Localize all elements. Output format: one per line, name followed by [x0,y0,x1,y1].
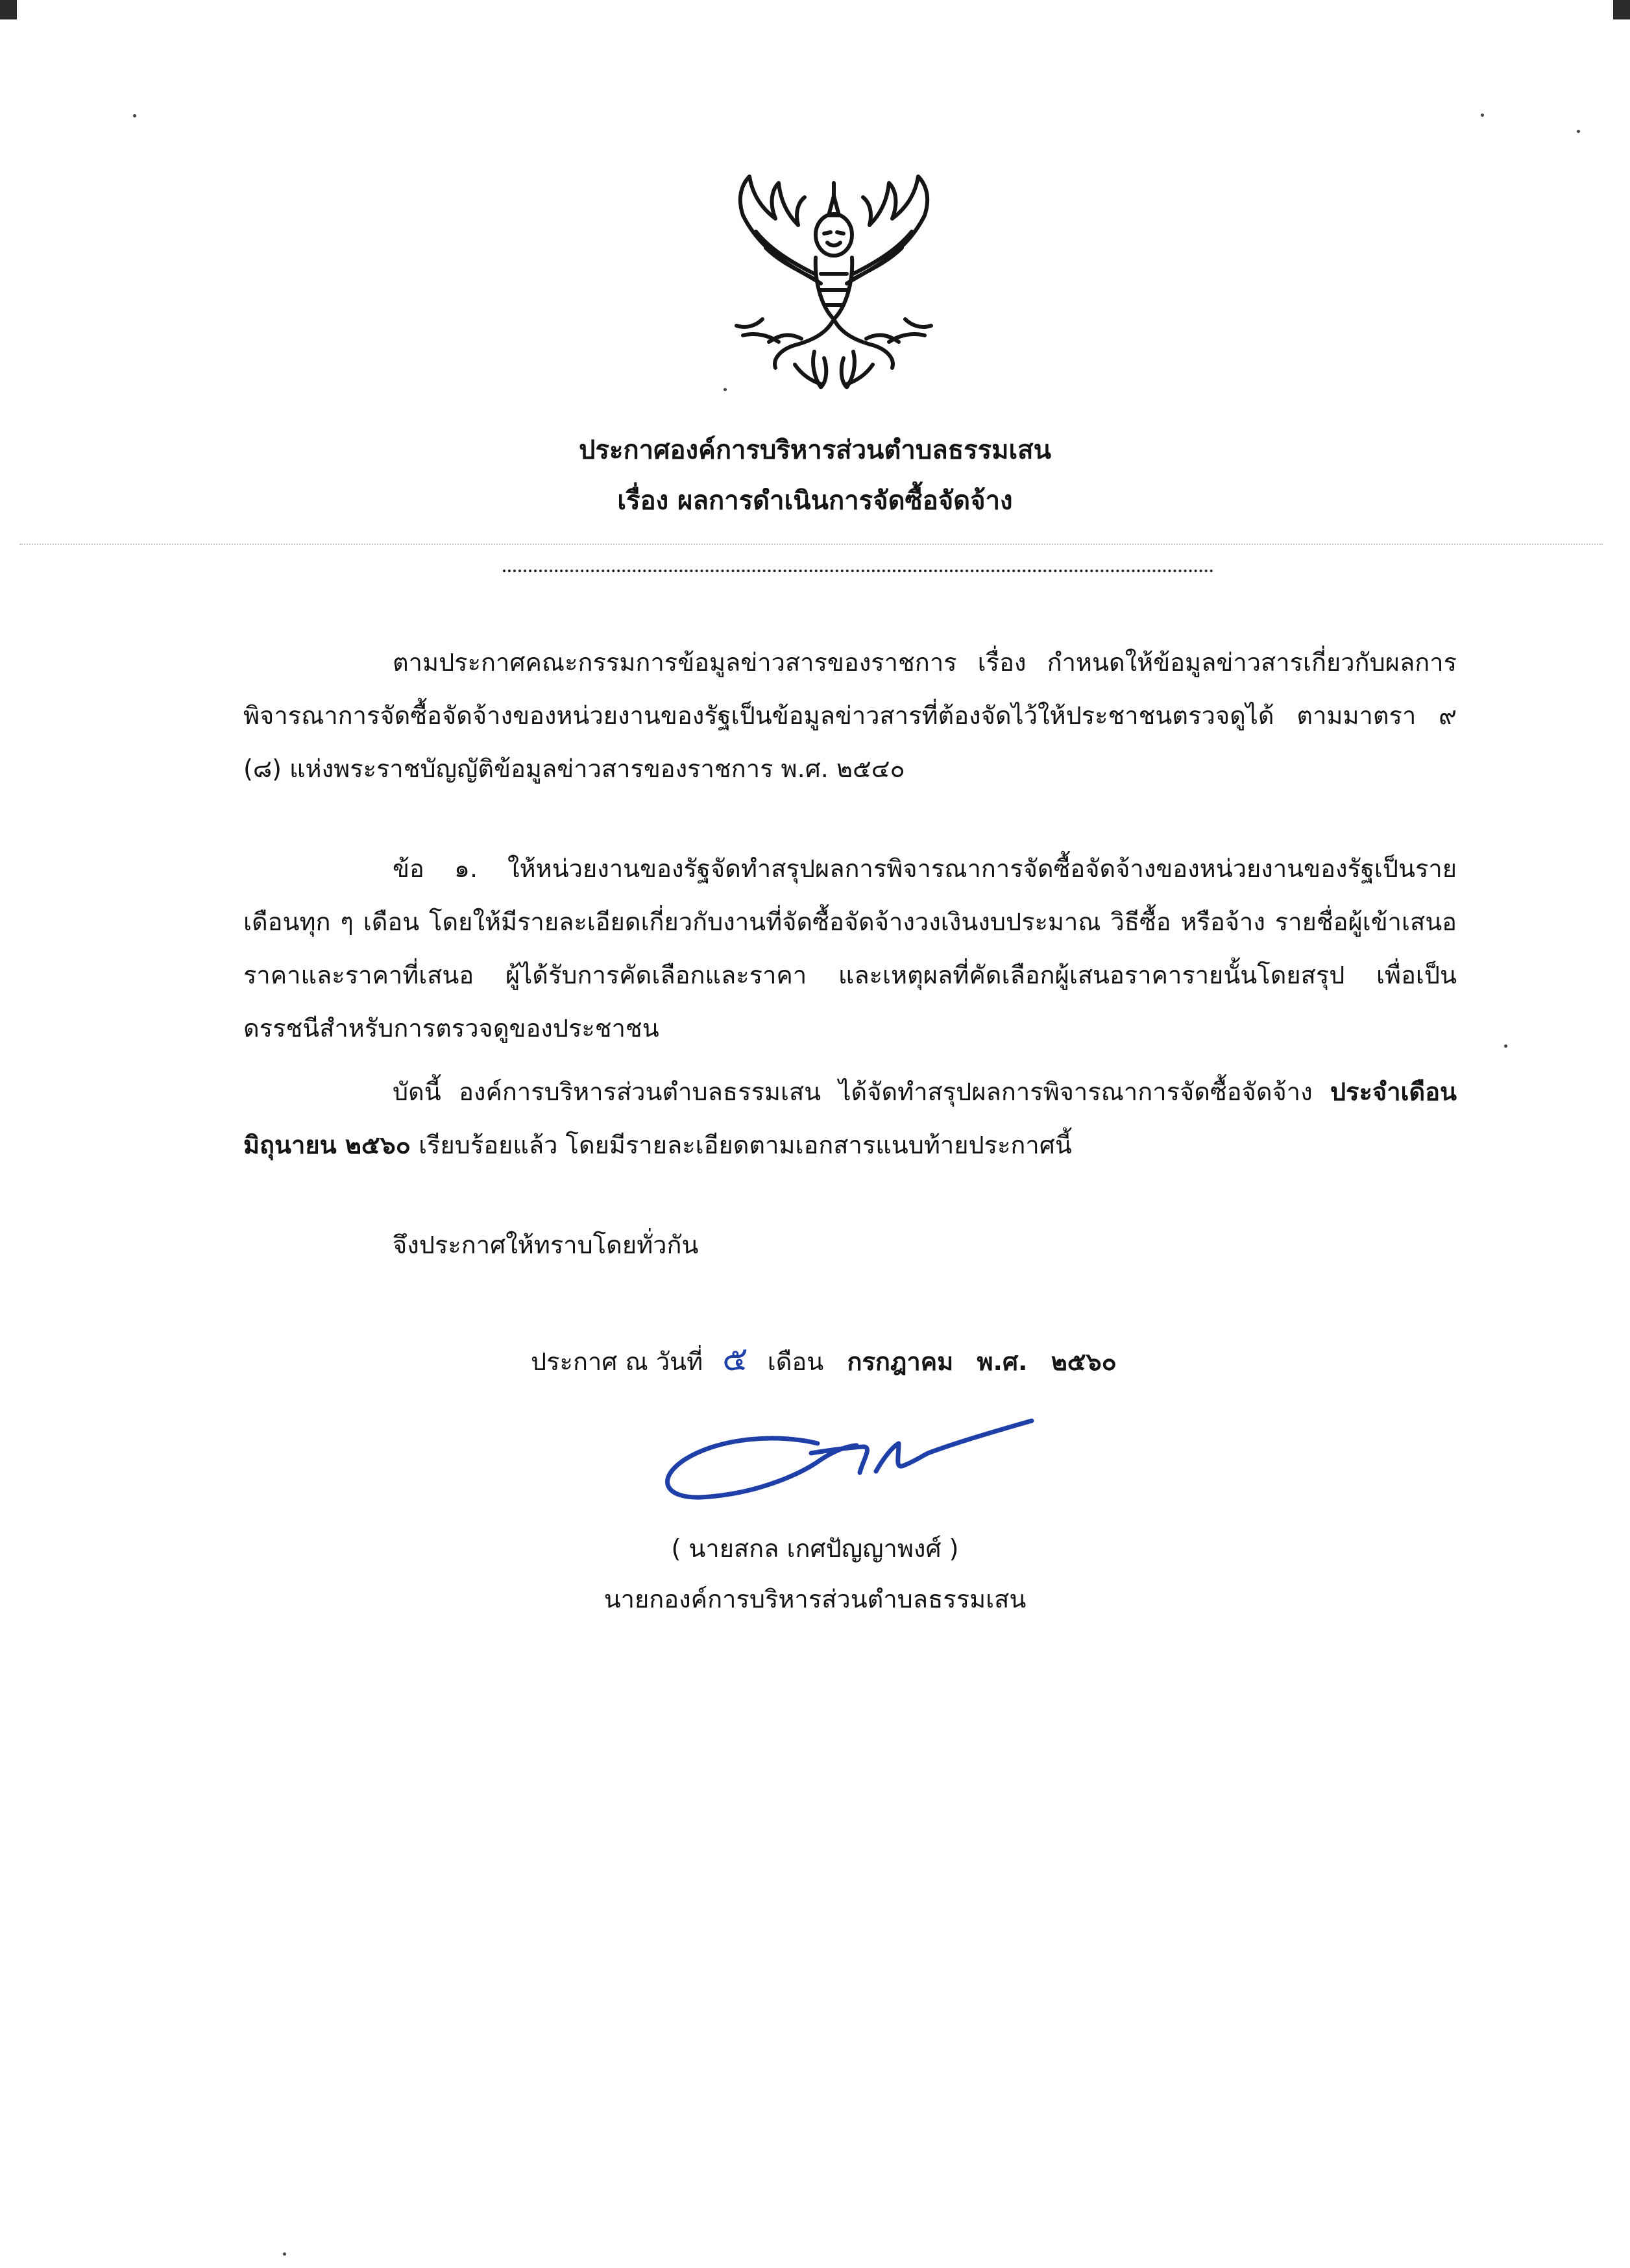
paragraph-3-lead: บัดนี้ องค์การบริหารส่วนตำบลธรรมเสน ได้จัดทำสรุปผลการพิจารณาการจัดซื้อจัดจ้าง [393,1078,1313,1106]
date-year: ๒๕๖๐ [1051,1347,1117,1376]
closing-paragraph [243,1218,1457,1272]
date-day: ๕ [722,1340,748,1379]
scan-edge-mark-left [0,0,17,19]
scan-speck [1481,114,1484,117]
announcement-date [531,1330,1117,1391]
scan-edge-mark-right [1613,0,1630,19]
date-month: กรกฎาคม [847,1347,954,1376]
body-paragraph-2 [243,842,1457,1055]
body-paragraph-1 [243,636,1457,795]
header-dotted-rule [503,570,1213,572]
announcement-subject: เรื่อง ผลการดำเนินการจัดซื้อจัดจ้าง [617,486,1013,516]
date-month-label: เดือน [767,1347,824,1376]
paragraph-2-text: ข้อ ๑. ให้หน่วยงานของรัฐจัดทำสรุปผลการพิจารณาการจัดซื้อจัดจ้างของหน่วยงานของรัฐเป็นรายเดือนทุก ๆ เดือน โดยให้มีรายละเอียดเกี่ยวกับงานที่จัดซื้อจัดจ้างวงเงินงบประมาณ วิธีซื้อ หรือจ้าง รายชื่อผู้เข้าเสนอราคาและราคาที่เสนอ ผู้ได้รับการคัดเลือกและราคา และเหตุผลที่คัดเลือกผู้เสนอราคารายนั้นโดยสรุป เพื่อเป็นดรรชนีสำหรับการตรวจดูของประชาชน [243,854,1457,1043]
closing-text: จึงประกาศให้ทราบโดยทั่วกัน [393,1231,699,1259]
scan-speck [1577,130,1580,133]
date-prefix: ประกาศ ณ วันที่ [531,1347,703,1376]
signatory-name: ( นายสกล เกศปัญญาพงศ์ ) [671,1534,959,1563]
handwritten-signature [649,1408,1051,1518]
reporting-period: ประจำเดือน มิถุนายน ๒๕๖๐ [243,1078,1457,1159]
scan-speck [1504,1044,1507,1048]
scan-speck [283,2252,286,2256]
scan-divider-line [19,544,1603,545]
signatory-position: นายกองค์การบริหารส่วนตำบลธรรมเสน [603,1585,1027,1613]
announcement-title: ประกาศองค์การบริหารส่วนตำบลธรรมเสน [579,435,1051,465]
paragraph-3-tail: เรียบร้อยแล้ว โดยมีรายละเอียดตามเอกสารแนบท้ายประกาศนี้ [419,1131,1072,1159]
garuda-emblem-icon [717,170,951,397]
date-year-label: พ.ศ. [977,1347,1028,1376]
paragraph-1-text: ตามประกาศคณะกรรมการข้อมูลข่าวสารของราชการ เรื่อง กำหนดให้ข้อมูลข่าวสารเกี่ยวกับผลการพิจารณาการจัดซื้อจัดจ้างของหน่วยงานของรัฐเป็นข้อมูลข่าวสารที่ต้องจัดไว้ให้ประชาชนตรวจดูได้ ตามมาตรา ๙ (๘) แห่งพระราชบัญญัติข้อมูลข่าวสารของราชการ พ.ศ. ๒๕๔๐ [243,648,1457,783]
body-paragraph-3 [243,1065,1457,1172]
scan-speck [133,114,136,117]
